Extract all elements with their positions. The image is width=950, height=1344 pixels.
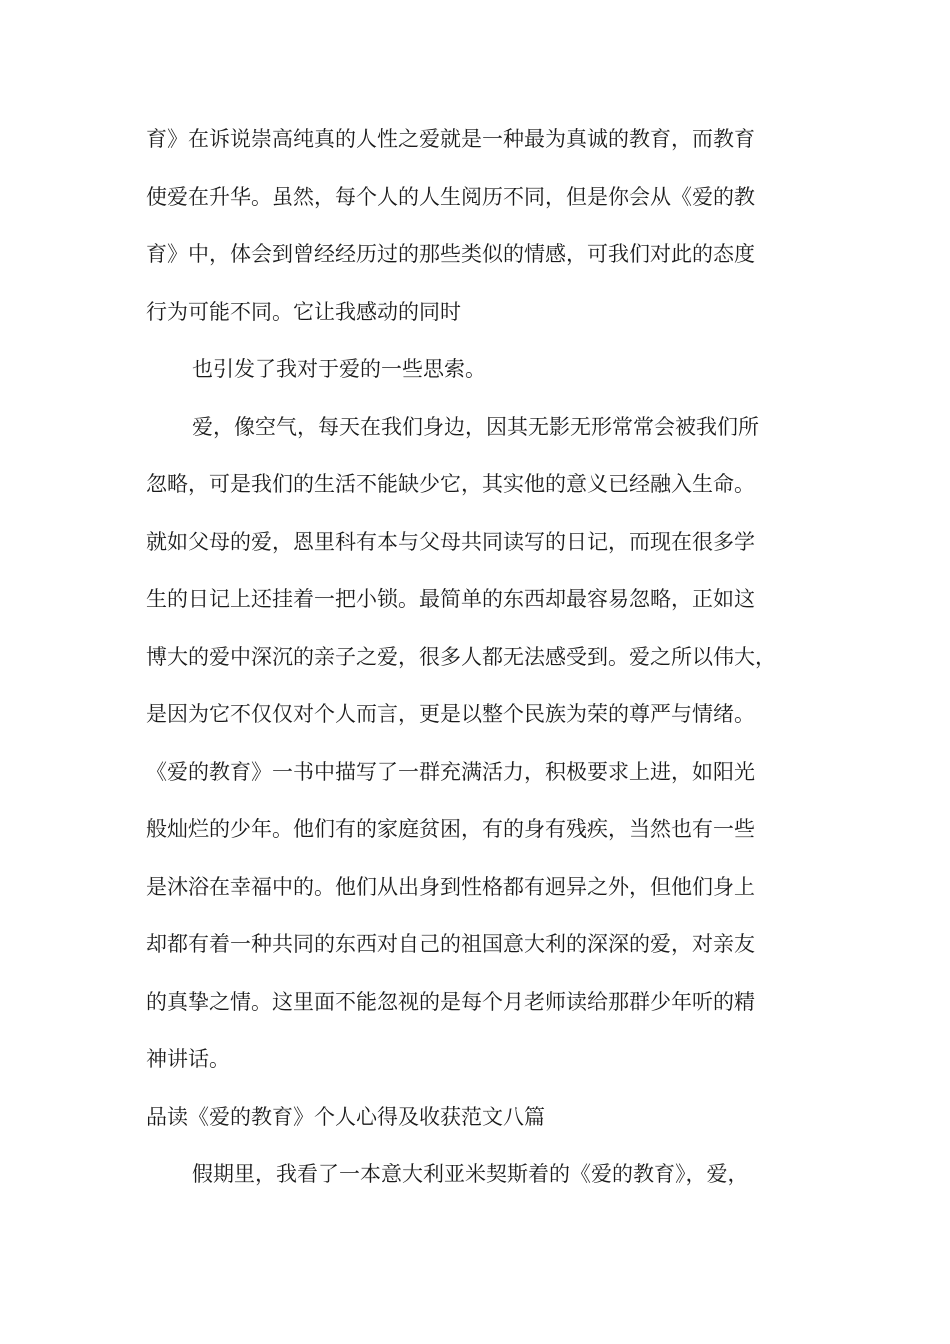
text-line: 也引发了我对于爱的一些思索。	[192, 357, 486, 381]
text-line: 般灿烂的少年。他们有的家庭贫困，有的身有残疾，当然也有一些	[146, 817, 755, 841]
text-line: 忽略，可是我们的生活不能缺少它，其实他的意义已经融入生命。	[146, 472, 755, 496]
text-line: 生的日记上还挂着一把小锁。最简单的东西却最容易忽略，正如这	[146, 587, 755, 611]
text-line: 假期里，我看了一本意大利亚米契斯着的《爱的教育》，爱，	[192, 1162, 749, 1186]
text-line: 神讲话。	[146, 1047, 230, 1071]
text-line: 爱，像空气，每天在我们身边，因其无影无形常常会被我们所	[192, 415, 759, 439]
text-line: 使爱在升华。虽然，每个人的人生阅历不同，但是你会从《爱的教	[146, 185, 755, 209]
text-line: 的真挚之情。这里面不能忽视的是每个月老师读给那群少年听的精	[146, 990, 755, 1014]
text-line: 博大的爱中深沉的亲子之爱，很多人都无法感受到。爱之所以伟大，	[146, 645, 776, 669]
text-line: 是沐浴在幸福中的。他们从出身到性格都有迥异之外，但他们身上	[146, 875, 755, 899]
text-line: 是因为它不仅仅对个人而言，更是以整个民族为荣的尊严与情绪。	[146, 702, 755, 726]
text-line: 《爱的教育》一书中描写了一群充满活力，积极要求上进，如阳光	[146, 760, 755, 784]
text-line: 行为可能不同。它让我感动的同时	[146, 300, 461, 324]
section-heading: 品读《爱的教育》个人心得及收获范文八篇	[146, 1105, 545, 1129]
text-line: 却都有着一种共同的东西对自己的祖国意大利的深深的爱，对亲友	[146, 932, 755, 956]
text-line: 育》在诉说崇高纯真的人性之爱就是一种最为真诚的教育，而教育	[146, 127, 755, 151]
text-line: 就如父母的爱，恩里科有本与父母共同读写的日记，而现在很多学	[146, 530, 755, 554]
text-line: 育》中，体会到曾经经历过的那些类似的情感，可我们对此的态度	[146, 242, 755, 266]
